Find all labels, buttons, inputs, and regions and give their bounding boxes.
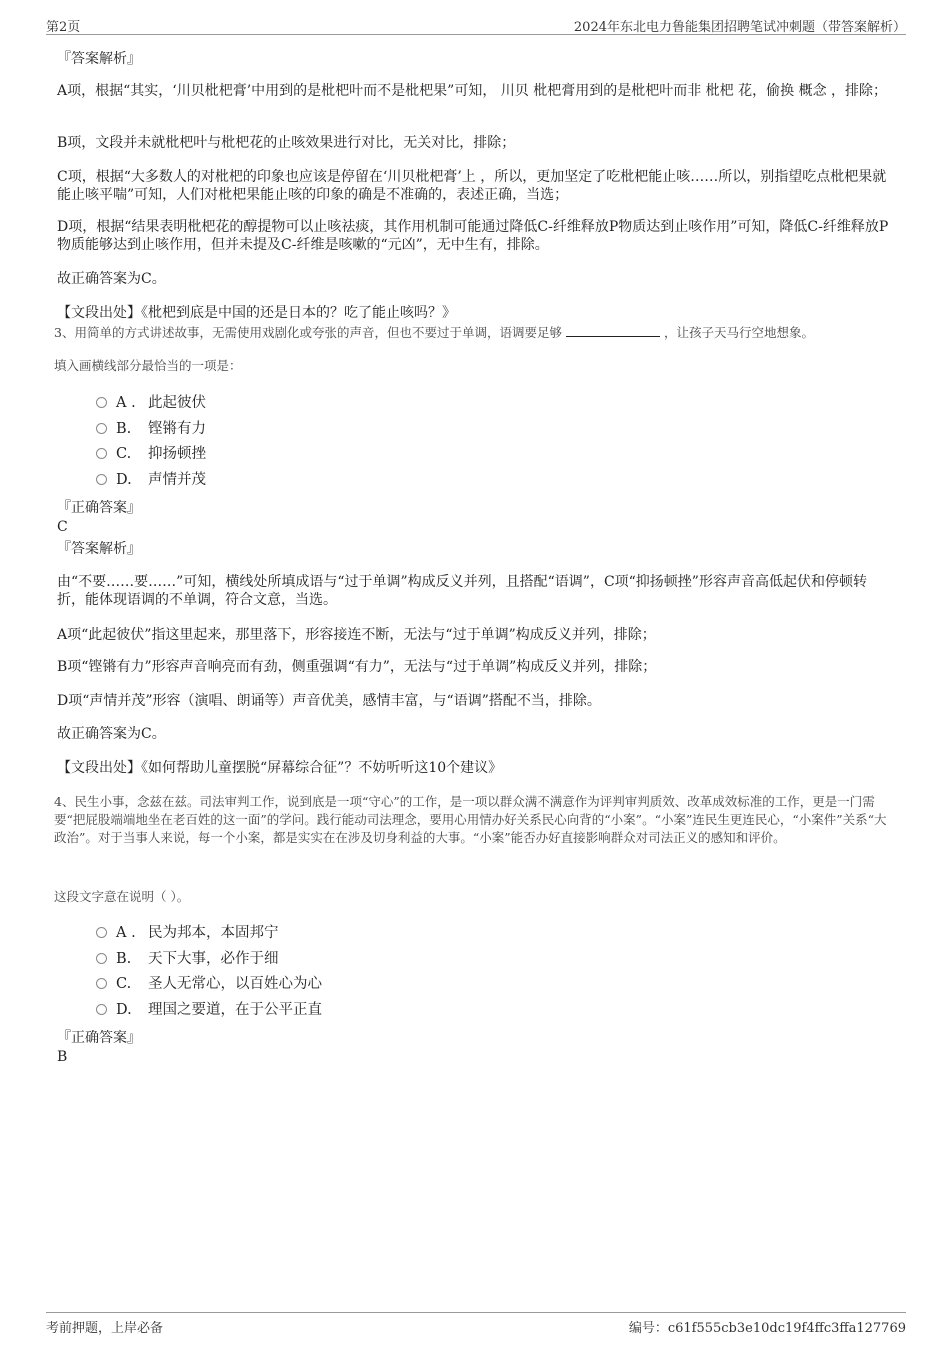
q3-option-b[interactable]: B. 铿锵有力 (96, 420, 206, 438)
q2-analysis-c: C项，根据“大多数人的对枇杷的印象也应该是停留在‘川贝枇杷膏’上 ，所以，更加坚定了吃枇杷能止咳……所以，别指望吃点枇杷果就能止咳平喘”可知，人们对枇杷果能止咳的印象的确是不准确的，表述正确，当选； (57, 169, 887, 203)
document-id: 编号：c61f555cb3e10dc19f4ffc3ffa127769 (628, 1321, 906, 1336)
q3-analysis-p3: B项“铿锵有力”形容声音响亮而有劲，侧重强调“有力”，无法与“过于单调”构成反义并列，排除； (57, 659, 657, 675)
q4-stem: 4、民生小事，念兹在兹。司法审判工作，说到底是一项“守心”的工作，是一项以群众满不满意作为评判审判质效、改革成效标准的工作，更是一门需要“把屁股端端地坐在老百姓的这一面”的学问。践行能动司法理念，要用心用情办好关系民心向背的“小案”。“小案”连民生更连民心，“小案件”关系“大政治”。对于当事人来说，每一个小案，都是实实在在涉及切身利益的大事。“小案”能否办好直接影响群众对司法正义的感知和评价。 (54, 794, 887, 845)
page-number: 第2页 (46, 20, 81, 35)
radio-icon[interactable] (96, 978, 107, 989)
radio-icon[interactable] (96, 927, 107, 938)
page-header (46, 14, 906, 35)
radio-icon[interactable] (96, 448, 107, 459)
radio-icon[interactable] (96, 1004, 107, 1015)
q4-option-b[interactable]: B. 天下大事，必作于细 (96, 950, 279, 968)
q4-prompt: 这段文字意在说明（ ）。 (54, 889, 190, 904)
q3-answer: C (57, 519, 68, 535)
radio-icon[interactable] (96, 397, 107, 408)
q4-option-c[interactable]: C. 圣人无常心，以百姓心为心 (96, 975, 322, 993)
q3-analysis-label: 『答案解析』 (57, 541, 141, 557)
q2-conclusion: 故正确答案为C。 (57, 271, 166, 287)
radio-icon[interactable] (96, 474, 107, 485)
q2-analysis-label: 『答案解析』 (57, 51, 141, 67)
q3-stem (54, 324, 886, 342)
q4-answer-label: 『正确答案』 (57, 1030, 141, 1046)
radio-icon[interactable] (96, 423, 107, 434)
q3-answer-label: 『正确答案』 (57, 500, 141, 516)
q4-option-d[interactable]: D. 理国之要道，在于公平正直 (96, 1001, 322, 1019)
q3-conclusion: 故正确答案为C。 (57, 726, 166, 742)
page-footer (46, 1312, 906, 1335)
q3-stem-before: 3、用简单的方式讲述故事，无需使用戏剧化或夸张的声音，但也不要过于单调，语调要足够 (54, 325, 562, 340)
q3-option-a[interactable]: A . 此起彼伏 (96, 394, 206, 412)
q4-option-a[interactable]: A . 民为邦本，本固邦宁 (96, 924, 279, 942)
q3-prompt: 填入画横线部分最恰当的一项是： (54, 358, 242, 373)
q3-source: 【文段出处】《如何帮助儿童摆脱“屏幕综合征”？不妨听听这10个建议》 (57, 760, 503, 776)
q4-answer: B (57, 1049, 68, 1065)
q3-stem-after: ，让孩子天马行空地想象。 (663, 325, 814, 340)
q2-analysis-a: A项，根据“其实，‘川贝枇杷膏’中用到的是枇杷叶而不是枇杷果”可知， 川贝 枇杷膏用到的是枇杷叶而非 枇杷 花，偷换 概念 ，排除； (57, 83, 888, 99)
q3-blank (566, 336, 660, 337)
q2-analysis-d: D项，根据“结果表明枇杷花的醇提物可以止咳祛痰，其作用机制可能通过降低C-纤维释放P物质达到止咳作用”可知，降低C-纤维释放P物质能够达到止咳作用，但并未提及C-纤维是咳嗽的“元凶”，无中生有，排除。 (57, 219, 889, 253)
q3-analysis-p1: 由“不要……要……”可知，横线处所填成语与“过于单调”构成反义并列，且搭配“语调”，C项“抑扬顿挫”形容声音高低起伏和停顿转折，能体现语调的不单调，符合文意，当选。 (57, 574, 867, 608)
q2-analysis-b: B项，文段并未就枇杷叶与枇杷花的止咳效果进行对比，无关对比，排除； (57, 135, 516, 151)
q3-analysis-p2: A项“此起彼伏”指这里起来，那里落下，形容接连不断，无法与“过于单调”构成反义并列，排除； (57, 627, 656, 643)
q3-analysis-p4: D项“声情并茂”形容（演唱、朗诵等）声音优美，感情丰富，与“语调”搭配不当，排除。 (57, 693, 601, 709)
q3-option-d[interactable]: D. 声情并茂 (96, 471, 206, 489)
q2-source: 【文段出处】《枇杷到底是中国的还是日本的？吃了能止咳吗？》 (57, 305, 456, 321)
footer-slogan: 考前押题，上岸必备 (46, 1321, 164, 1336)
document-title: 2024年东北电力鲁能集团招聘笔试冲刺题（带答案解析） (573, 20, 906, 35)
radio-icon[interactable] (96, 953, 107, 964)
q3-option-c[interactable]: C. 抑扬顿挫 (96, 445, 206, 463)
